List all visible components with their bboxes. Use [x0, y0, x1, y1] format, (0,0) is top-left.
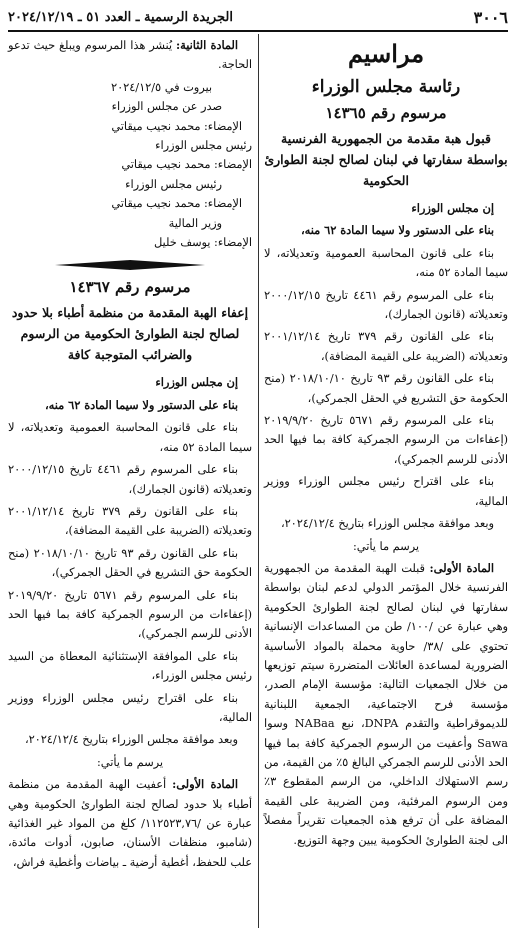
approval: وبعد موافقة مجلس الوزراء بتاريخ ٢٠٢٤/١٢/٤،	[24, 733, 238, 747]
article-1-label: المادة الأولى:	[172, 777, 238, 792]
decree-number: مرسوم رقم ١٤٣٦٥	[325, 104, 447, 122]
signature-line: الإمضاء: يوسف خليل	[154, 236, 252, 250]
recital: بناء على قانون المحاسبة العمومية وتعديلاته، لا سيما المادة ٥٢ منه،	[264, 246, 508, 280]
article-1-label: المادة الأولى:	[429, 560, 494, 575]
article-1	[264, 559, 508, 850]
department-title: رئاسة مجلس الوزراء	[311, 77, 461, 97]
column-divider	[258, 34, 259, 928]
page-header	[8, 6, 508, 28]
signature-line: الإمضاء: محمد نجيب ميقاتي	[121, 158, 252, 172]
right-column	[264, 36, 508, 853]
issuer: إن مجلس الوزراء	[155, 375, 238, 390]
place-date: بيروت في ٢٠٢٤/١٢/٥	[111, 80, 212, 94]
decree-2-title: إعفاء الهبة المقدمة من منظمة أطباء بلا حدود لصالح لجنة الطوارئ الحكومية من الرسوم والضرائب المتوجبة كافة	[11, 305, 249, 363]
recital: بناء على المرسوم رقم ٤٤٦١ تاريخ ٢٠٠٠/١٢/١٥ وتعديلاته (قانون الجمارك)،	[264, 288, 508, 322]
article-1-text: أعفيت الهبة المقدمة من منظمة أطباء بلا حدود لصالح لجنة الطوارئ الحكومية وهي عبارة عن /١١٢٥٢٣,٧٦/ كلغ من المواد غير الغذائية (شامبو، منظفات الأسنان، صابون، أدوات مائدة، علب للحفظ، أغطية أرضية ـ بياضات وأغطية فراش،	[8, 778, 252, 869]
recital: بناء على القانون رقم ٣٧٩ تاريخ ٢٠٠١/١٢/١٤ وتعديلاته (الضريبة على القيمة المضافة)،	[264, 330, 508, 363]
signature-line: وزير المالية	[168, 216, 222, 230]
ornament-divider-shape	[55, 260, 205, 270]
signature-line: الإمضاء: محمد نجيب ميقاتي	[111, 119, 242, 133]
recital: بناء على المرسوم رقم ٥٦٧١ تاريخ ٢٠١٩/٩/٢٠ (إعفاءات من الرسوم الجمركية كافة بما فيها الحد الأدنى للرسم الجمركي)،	[8, 588, 252, 641]
page-number: ٣٠٠٦	[473, 7, 508, 27]
approval: وبعد موافقة مجلس الوزراء بتاريخ ٢٠٢٤/١٢/٤،	[280, 517, 494, 531]
left-column	[8, 36, 252, 875]
signature-line: صدر عن مجلس الوزراء	[111, 100, 222, 114]
decrees-line: يرسم ما يأتي:	[353, 539, 419, 553]
recital: بناء على القانون رقم ٩٣ تاريخ ٢٠١٨/١٠/١٠ (منح الحكومة حق التشريع في الحقل الجمركي)،	[8, 546, 252, 580]
ornament-divider	[8, 260, 252, 270]
recital: بناء على اقتراح رئيس مجلس الوزراء ووزير المالية،	[8, 691, 252, 724]
decrees-line: يرسم ما يأتي:	[97, 755, 163, 769]
recital: بناء على الموافقة الإستثنائية المعطاة من السيد رئيس مجلس الوزراء،	[8, 649, 252, 683]
publication-info: الجريدة الرسمية ـ العدد ٥١ ـ ٢٠٢٤/١٢/١٩	[8, 9, 234, 25]
article-1-text: قبلت الهبة المقدمة من الجمهورية الفرنسية خلال المؤتمر الدولي لدعم لبنان بواسطة سفارتها في لبنان لصالح لجنة الطوارئ الحكومية وهي عبارة عن /١٠٠/ طن من المساعدات الإنسانية تحتوي على /٣٨/ حاوية محملة بالمواد الأساسية الضرورية لمساعدة العائلات المتضررة سيتم توزيعها من خلال الجمعيات التالية: مؤسسة الإمام الصدر، مؤسسة فرح الاجتماعية، الجمعية اللبنانية للديموقراطية والتقدم DNPA، نبع NABaa وسوا Sawa وأعفيت من الرسوم الجمركية كافة بما فيها الحد الأدنى للرسم الجمركي البالغ ٥٪ من القيمة، من رسم الاستهلاك الداخلي، من الرسم المقطوع ٣٪ ومن الرسوم المرفئية، ومن الضريبة على القيمة المضافة على أن ترفع هذه الجمعيات تقريراً مفصلاً الى لجنة الطوارئ الحكومية يبين وجهة التوزيع.	[264, 561, 508, 847]
recital: بناء على القانون رقم ٩٣ تاريخ ٢٠١٨/١٠/١٠ (منح الحكومة حق التشريع في الحقل الجمركي)،	[264, 372, 508, 405]
recital: بناء على القانون رقم ٣٧٩ تاريخ ٢٠٠١/١٢/١٤ وتعديلاته (الضريبة على القيمة المضافة)،	[8, 504, 252, 538]
issuer: إن مجلس الوزراء	[411, 201, 494, 215]
constitution-recital: بناء على الدستور ولا سيما المادة ٦٢ منه،	[45, 397, 238, 412]
article-2-text: يُنشر هذا المرسوم ويبلغ حيث تدعو الحاجة.	[8, 39, 252, 72]
section-title: مراسيم	[347, 39, 425, 68]
decree-title: قبول هبة مقدمة من الجمهورية الفرنسية بواسطة سفارتها في لبنان لصالح لجنة الطوارئ الحكومية	[264, 131, 508, 188]
header-rule	[8, 30, 508, 32]
signature-line: رئيس مجلس الوزراء	[155, 139, 252, 153]
article-1	[8, 775, 252, 872]
recital: بناء على قانون المحاسبة العمومية وتعديلاته، لا سيما المادة ٥٢ منه،	[8, 421, 252, 454]
recital: بناء على اقتراح رئيس مجلس الوزراء ووزير المالية،	[264, 475, 508, 508]
article-2-label: المادة الثانية:	[176, 38, 239, 52]
signature-line: رئيس مجلس الوزراء	[125, 177, 222, 191]
article-2	[8, 36, 252, 75]
constitution-recital: بناء على الدستور ولا سيما المادة ٦٢ منه،	[301, 223, 494, 238]
recital: بناء على المرسوم رقم ٥٦٧١ تاريخ ٢٠١٩/٩/٢٠ (إعفاءات من الرسوم الجمركية كافة بما فيها الحد الأدنى للرسم الجمركي)،	[264, 414, 508, 466]
decree-2-number: مرسوم رقم ١٤٣٦٧	[69, 278, 191, 297]
signature-line: الإمضاء: محمد نجيب ميقاتي	[111, 197, 242, 211]
recital: بناء على المرسوم رقم ٤٤٦١ تاريخ ٢٠٠٠/١٢/١٥ وتعديلاته (قانون الجمارك)،	[8, 463, 252, 496]
